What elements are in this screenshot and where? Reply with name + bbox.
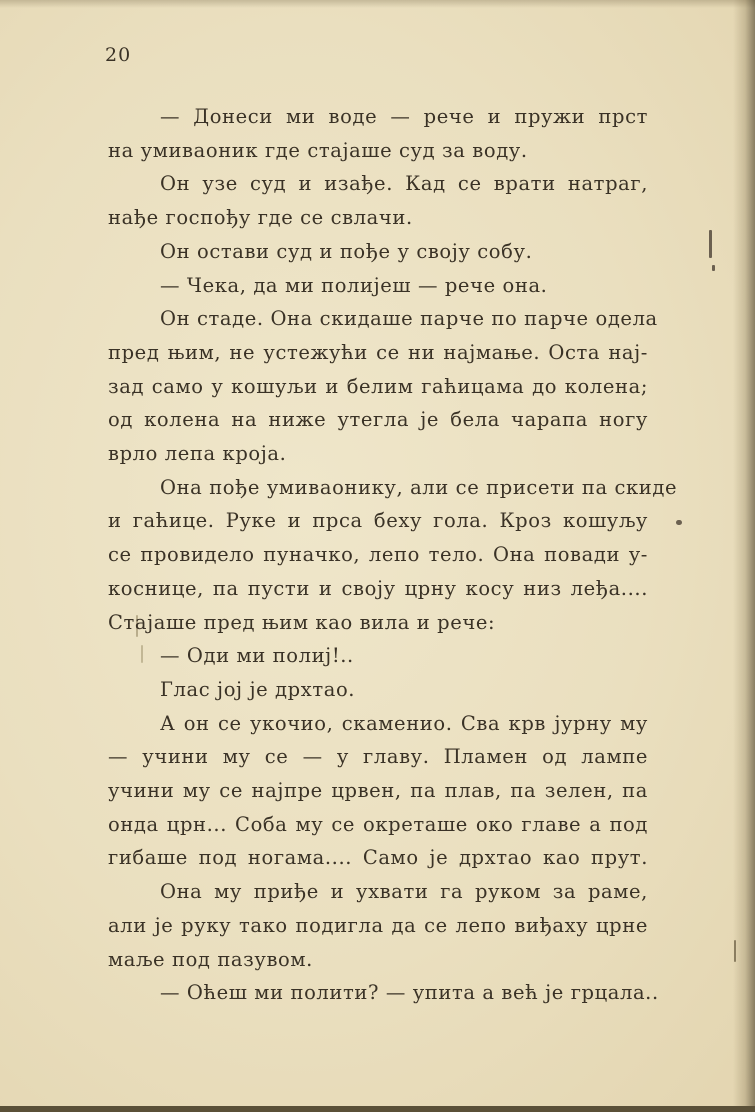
text-line: зад само у кошуљи и белим гаћицама до колена; (108, 374, 648, 398)
text-line: гибаше под ногама.... Само је дрхтао као прут. (108, 846, 648, 870)
text-line: Он узе суд и изађе. Кад се врати натраг, (160, 172, 648, 196)
text-line: али је руку тако подигла да се лепо виђаху црне (108, 913, 648, 937)
ink-speck (734, 940, 736, 962)
text-line: Стајаше пред њим као вила и рече: (108, 610, 496, 634)
text-line: се провидело пуначко, лепо тело. Она повади у- (108, 543, 648, 567)
text-line: врло лепа кроја. (108, 442, 287, 466)
text-line: на умиваоник где стајаше суд за воду. (108, 138, 528, 162)
text-line: Она му приђе и ухвати га руком за раме, (160, 880, 648, 904)
text-line: онда црн... Соба му се окреташе око главе а под (108, 812, 648, 836)
page-bottom-edge (0, 1106, 755, 1112)
text-line: нађе госпођу где се свлачи. (108, 206, 413, 230)
text-line: — Оди ми полиј!.. (160, 644, 354, 668)
text-line: Она пође умиваонику, али се присети па скиде (160, 475, 678, 499)
text-line: учини му се најпре црвен, па плав, па зелен, па (108, 779, 648, 803)
page-top-shadow (0, 0, 755, 8)
text-line: маље под пазувом. (108, 947, 313, 971)
page-number: 20 (105, 44, 132, 66)
text-line: и гаћице. Руке и прса беху гола. Кроз кошуљу (108, 509, 648, 533)
ink-speck (712, 265, 715, 271)
text-line: Он стаде. Она скидаше парче по парче одела (160, 307, 658, 331)
text-line: — учини му се — у главу. Пламен од лампе (108, 745, 648, 769)
text-line: од колена на ниже утегла је бела чарапа ногу (108, 408, 648, 432)
body-text (108, 100, 678, 1010)
ink-speck (676, 520, 682, 525)
text-line: пред њим, не устежући се ни најмање. Оста нај- (108, 340, 648, 364)
text-line: Он остави суд и пође у своју собу. (160, 239, 533, 263)
text-line: Глас јој је дрхтао. (160, 677, 356, 701)
text-line: — Оћеш ми полити? — упита а већ је грцала.. (160, 981, 659, 1005)
text-line: — Чека, да ми полијеш — рече она. (160, 273, 548, 297)
text-line: коснице, па пусти и своју црну косу низ леђа.... (108, 576, 648, 600)
text-line: — Донеси ми воде — рече и пружи прст (160, 105, 648, 128)
page-binding-edge (733, 0, 755, 1112)
text-line: А он се укочио, скаменио. Сва крв јурну му (160, 711, 648, 735)
ink-speck (709, 230, 712, 258)
